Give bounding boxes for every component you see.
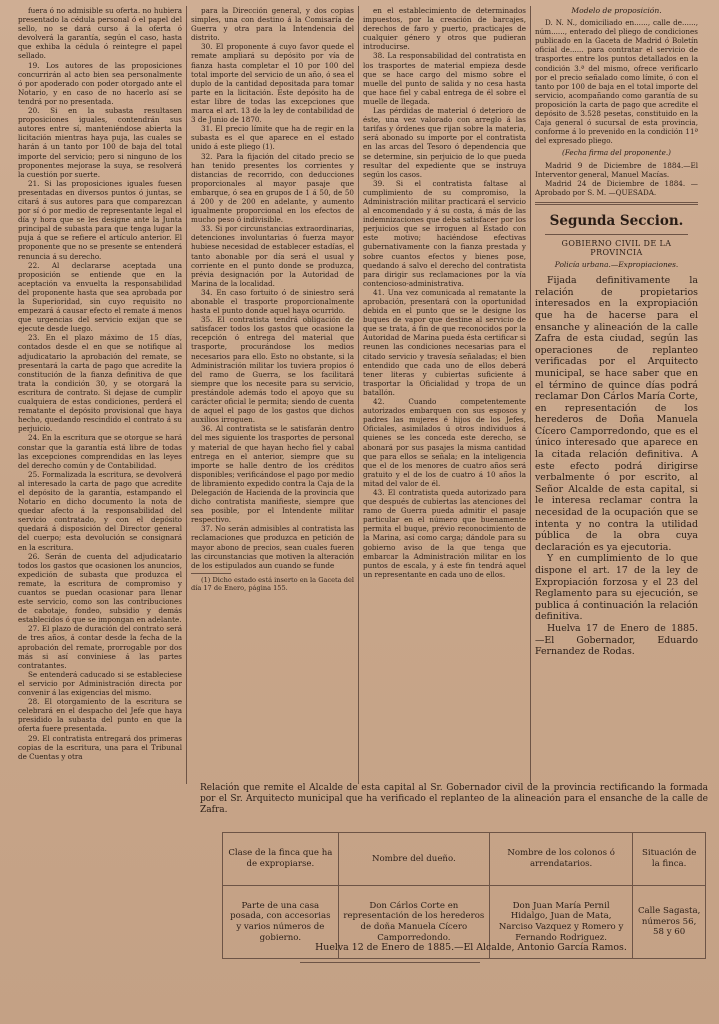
column-4 <box>530 6 702 784</box>
modelo-text: D. N. N., domiciliado en......, calle de......, núm......, enterado del pliego de condiciones publicado en la Gaceta de Madrid ó Boletín oficial de...... para contratar el servicio de trasportes entre los puntos detallados en la condición 3.ª del mismo, ofrece verificarlo por el precio señalado como límite, ó con el tanto por 100 de baja en el total importe del servicio, acompañando como garantía de su proposición la carta de pago que acredite el depósito de 3.528 pesetas, constituido en la Caja general ó sucursal de esta provincia, conforme á lo prevenido en la condición 11ª del expresado pliego. <box>535 18 698 146</box>
paragraph: en el establecimiento de determinados impuestos, por la creación de barcajes, derechos de faro y puerto, practicajes de cualquier género y otros que pudieran introducirse. <box>363 6 526 52</box>
madrid-line-1: Madrid 9 de Diciembre de 1884.—El Interventor general, Manuel Macías. <box>535 160 698 179</box>
paragraph: 42. Cuando competentemente autorizados embarquen con sus esposos y padres las mujeres é hijos de los Jefes, Oficiales, asimilados ú otros individuos á quienes se les conceda este derecho, se abonará por sus pasajes la misma cantidad que para ellos se señala; en la inteligencia que el de los menores de cuatro años será gratuito y el de los de cuatro á 10 años la mitad del valor de él. <box>363 397 526 488</box>
madrid-line-2: Madrid 24 de Diciembre de 1884. —Aprobado por S. M. —QUESADA. <box>535 178 698 197</box>
paragraph: 34. En caso fortuito ó de siniestro será abonable el trasporte proporcionalmente hasta el punto donde aquel haya ocurrido. <box>191 287 354 316</box>
paragraph: 21. Si las proposiciones iguales fuesen presentadas en diversos puntos ó juntas, se citará á sus autores para que comparezcan por sí ó por medio de representante legal el día y hora que se les designe ante la Junta principal de subasta para que tenga lugar la puja á que se refiere el artículo anterior. El proponente que no se presente se entenderá renuncia á su derecho. <box>18 178 182 261</box>
paragraph: 41. Una vez comunicada al rematante la aprobación, presentará con la oportunidad debida en el punto que se le designe los buques de vapor que destine al servicio de que se trata, á fin de que reconocidos por la Autoridad de Marina pueda ésta certificar si reunen las condiciones necesarias para el citado servicio y travesía señaladas; el bien entendido que cada uno de ellos deberá tener literas y cubiertas suficiente á trasportar la Oficialidad y tropa de un batallón. <box>363 287 526 397</box>
footnote-rule <box>191 573 231 574</box>
paragraph: 33. Si por circunstancias extraordinarias, detenciones involuntarias ó fuerza mayor hubiese necesidad de establecer estadías, el tanto abonable por día será el usual y corriente en el punto donde se produzca, prévia designación por la Autoridad de Marina de la localidad. <box>191 224 354 288</box>
policia-heading: Policía urbana.—Expropiaciones. <box>554 260 679 270</box>
paragraph: 32. Para la fijación del citado precio se han tenido presentes los corrientes y distancias de recorrido, con deducciones proporcionales al mayor pasaje que embarque, ó sea en grupos de 1 á 50, de 50 á 200 y de 200 en adelante, y aumento igualmente proporcional en los efectos de mucho peso ó indivisible. <box>191 151 354 225</box>
paragraph: Fijada definitivamente la relación de propietarios interesados en la expropiación que ha de hacerse para el ensanche y alineación de la calle Zafra de esta ciudad, según las operaciones de replanteo verificadas por el Arquitecto municipal, se hace saber que en el término de quince días podrá reclamar Don Cárlos María Corte, en representación de los herederos de Doña Manuela Cícero Camporredondo, que es el único interesado que aparece en la citada relación definitiva. A este efecto podrá dirigirse verbalmente ó por escrito, al Señor Alcalde de esta capital, si le interesa reclamar contra la necesidad de la ocupación que se intenta y no contra la utilidad pública de la obra cuya declaración es ya ejecutoria. <box>535 275 698 553</box>
header-colonos: Nombre de los colonos ó arrendatarios. <box>489 833 632 886</box>
paragraph: 19. Los autores de las proposiciones concurrirán al acto bien sea personalmente ó por apoderado con poder otorgado ante el Notario, y en caso de no hacerlo así se tendrá por no presentada. <box>18 60 182 106</box>
paragraph: 35. El contratista tendrá obligación de satisfacer todos los gastos que ocasione la recepción ó entrega del material que trasporte, procurándose los medios necesarios para ello. Esto no obstante, si la Administración militar los tuviera propios ó del ramo de Guerra, se los facilitará siempre que los necesite para su servicio, prestándole además todo el apoyo que su carácter oficial le permita; siendo de cuenta de aquel el pago de los gastos que dichos auxilios irroguen. <box>191 315 354 425</box>
modelo-title: Modelo de proposición. <box>571 6 662 15</box>
paragraph: 36. Al contratista se le satisfarán dentro del mes siguiente los trasportes de personal y material de que hayan hecho fiel y cabal entrega en el anterior, siempre que su importe se halle dentro de los créditos disponibles; verificándose el pago por medio de libramiento expedido contra la Caja de la Delegación de Hacienda de la provincia que dicho contratista manifieste, siempre que sea posible, por el Intendente militar respectivo. <box>191 424 354 525</box>
paragraph: 38. La responsabilidad del contratista en los trasportes de material empieza desde que se hace cargo del mismo sobre el muelle del punto de salida y no cesa hasta que hace fiel y cabal entrega de él sobre el muelle de llegada. <box>363 51 526 106</box>
paragraph: fuera ó no admisible su oferta. no hubiera presentado la cédula personal ó el papel del sello, no se dará curso á la oferta ó devolverá la garantía, según el caso, hasta que exhiba la cédula ó reintegre el papel sellado. <box>18 6 182 61</box>
gobierno-heading: GOBIERNO CIVIL DE LA PROVINCIA <box>561 238 672 257</box>
relacion-title: Relación que remite el Alcalde de esta capital al Sr. Gobernador civil de la provincia rectificando la formada por el Sr. Arquitecto municipal que ha verificado el replanteo de la alineación para el ensanche de la calle de Zafra. <box>200 783 708 815</box>
huelva-line: Huelva 17 de Enero de 1885. —El Gobernador, Eduardo Fernandez de Rodas. <box>535 622 698 658</box>
paragraph: 23. En el plazo máximo de 15 días, contados desde el en que se notifique al adjudicatario la aprobación del remate, se presentará la carta de pago que acredite la constitución de la fianza definitiva de que trata la condición 30, y se otorgará la escritura de contrato. Si dejase de cumplir cualquiera de estas condiciones, perderá el rematante el depósito provisional que haya hecho, quedando rescindido el contrato á su perjuicio. <box>18 333 182 434</box>
paragraph: 20. Si en la subasta resultasen proposiciones iguales, contendrán sus autores entre sí, manteniéndose abierta la licitación mientras haya puja, las cuales se harán á un tanto por 100 de baja del total importe del servicio; pero si ninguno de los proponentes mejorase la suya, se resolverá la cuestión por suerte. <box>18 106 182 179</box>
cell-clase: Parte de una casa posada, con accesorias y varios números de gobierno. <box>223 886 339 959</box>
paragraph: para la Dirección general, y dos copias simples, una con destino á la Comisaría de Guerra y otra para la Intendencia del distrito. <box>191 6 354 43</box>
expropiation-table <box>222 832 706 959</box>
header-dueno: Nombre del dueño. <box>338 833 489 886</box>
column-2 <box>186 6 358 784</box>
paragraph: 28. El otorgamiento de la escritura se celebrará en el despacho del Jefe que haya presidido la subasta del punto en que la oferta fuere presentada. <box>18 697 182 734</box>
paragraph: 43. El contratista queda autorizado para que después de cubiertas las atenciones del ramo de Guerra pueda admitir el pasaje particular en el número que buenamente permita el buque, prévio reconocimiento de la Marina, así como carga; dándole para su gobierno aviso de la que tenga que embarcar la Administración militar en los puntos de escala, y á este fin tendrá aquel un representante en cada uno de ellos. <box>363 487 526 579</box>
signature-rule <box>300 962 480 963</box>
section-subrule <box>545 234 688 235</box>
column-1 <box>14 6 186 784</box>
firma-line: (Fecha firma del proponente.) <box>562 148 671 158</box>
paragraph: Se entenderá caducado si se estableciese el servicio por Administración directa por convenir á las exigencias del mismo. <box>18 669 182 698</box>
paragraph: 22. Al declararse aceptada una proposición se entiende que en la aceptación va envuelta la responsabilidad del proponente hasta que sea aprobada por la Superioridad, sin cuyo requisito no empezará á causar efecto el remate á menos que urgencias del servicio exijan que se ejecute desde luego. <box>18 260 182 334</box>
paragraph: 25. Formalizada la escritura, se devolverá al interesado la carta de pago que acredite el depósito de la garantía, estampando el Notario en dicho documento la nota de quedar afecto á la responsabilidad del servicio contratado, y con el depósito quedará á disposición del Director general del cuerpo; esta devolución se consignará en la escritura. <box>18 469 182 552</box>
paragraph: 37. No serán admisibles al contratista las reclamaciones que produzca en petición de mayor abono de precios, sean cuales fueren las circunstancias que motiven la alteración de los estipulados aun cuando se funde <box>191 524 354 570</box>
paragraph: 29. El contratista entregará dos primeras copias de la escritura, una para el Tribunal de Cuentas y otra <box>18 733 182 761</box>
cell-situacion: Calle Sagasta, números 56, 58 y 60 <box>633 886 706 959</box>
cell-dueno: Don Cárlos Corte en representación de los herederos de doña Manuela Cícero Camporredondo. <box>338 886 489 959</box>
paragraph: 39. Si el contratista faltase al cumplimiento de su compromiso, la Administración militar practicará el servicio al encomendado y á su costa, á más de las indemnizaciones que deba satisfacer por los perjuicios que se irroguen al Estado con este motivo; haciéndose efectivas gubernativamente con la fianza prestada y sobre cuantos efectos y bienes pose, quedando á salvo el derecho del contratista para dirigir sus reclamaciones por la vía contencioso-administrativa. <box>363 178 526 288</box>
header-situacion: Situación de la finca. <box>633 833 706 886</box>
paragraph: 24. En la escritura que se otorgue se hará constar que la garantía está libre de todas las excepciones comprendidas en las leyes del derecho común y de Contabilidad. <box>18 433 182 470</box>
alcalde-signature: Huelva 12 de Enero de 1885.—El Alcalde, Antonio García Ramos. <box>315 942 627 953</box>
footnote: (1) Dicho estado está inserto en la Gaceta del día 17 de Enero, página 155. <box>191 575 354 593</box>
header-clase: Clase de la finca que ha de expropiarse. <box>223 833 339 886</box>
announcement-body <box>535 275 698 623</box>
section-rule <box>535 202 698 205</box>
paragraph: 31. El precio límite que ha de regir en la subasta es el que aparece en el estado unido á este pliego (1). <box>191 124 354 152</box>
text-columns <box>14 6 704 784</box>
section-title: Segunda Seccion. <box>549 212 684 229</box>
paragraph: 30. El proponente á cuyo favor quede el remate ampliará su depósito por vía de fianza hasta completar el 10 por 100 del total importe del servicio de un año, ó sea el duplo de la cantidad depositada para tomar parte en la licitación. Este depósito ha de estar libre de todas las excepciones que marca el art. 13 de la ley de contabilidad de 3 de Junio de 1870. <box>191 42 354 125</box>
paragraph: 27. El plazo de duración del contrato será de tres años, á contar desde la fecha de la aprobación del remate, prorrogable por dos más si así conviniese á las partes contratantes. <box>18 624 182 670</box>
paragraph: Las pérdidas de material ó deterioro de éste, una vez valorado con arreglo á las tarifas y órdenes que rijan sobre la materia, será abonado su importe por el contratista en las arcas del Tesoro ó dependencia que se determine, sin perjuicio de lo que pueda resultar del expediente que se instruya según los casos. <box>363 106 526 179</box>
column-3 <box>358 6 530 784</box>
paragraph: Y en cumplimiento de lo que dispone el art. 17 de la ley de Expropiación forzosa y el 23 del Reglamento para su ejecución, se publica á continuación la relación definitiva. <box>535 553 698 623</box>
paragraph: 26. Serán de cuenta del adjudicatario todos los gastos que ocasionen los anuncios, expedición de subasta que produzca el remate, la escritura de compromiso y cuantos se puedan ocasionar para llenar este servicio, como son las contribuciones de cabotaje, fondeo, subsidio y demás establecidos ó que se impongan en adelante. <box>18 551 182 625</box>
cell-colonos: Don Juan María Pernil Hidalgo, Juan de Mata, Narciso Vazquez y Romero y Fernando Rodriguez. <box>489 886 632 959</box>
